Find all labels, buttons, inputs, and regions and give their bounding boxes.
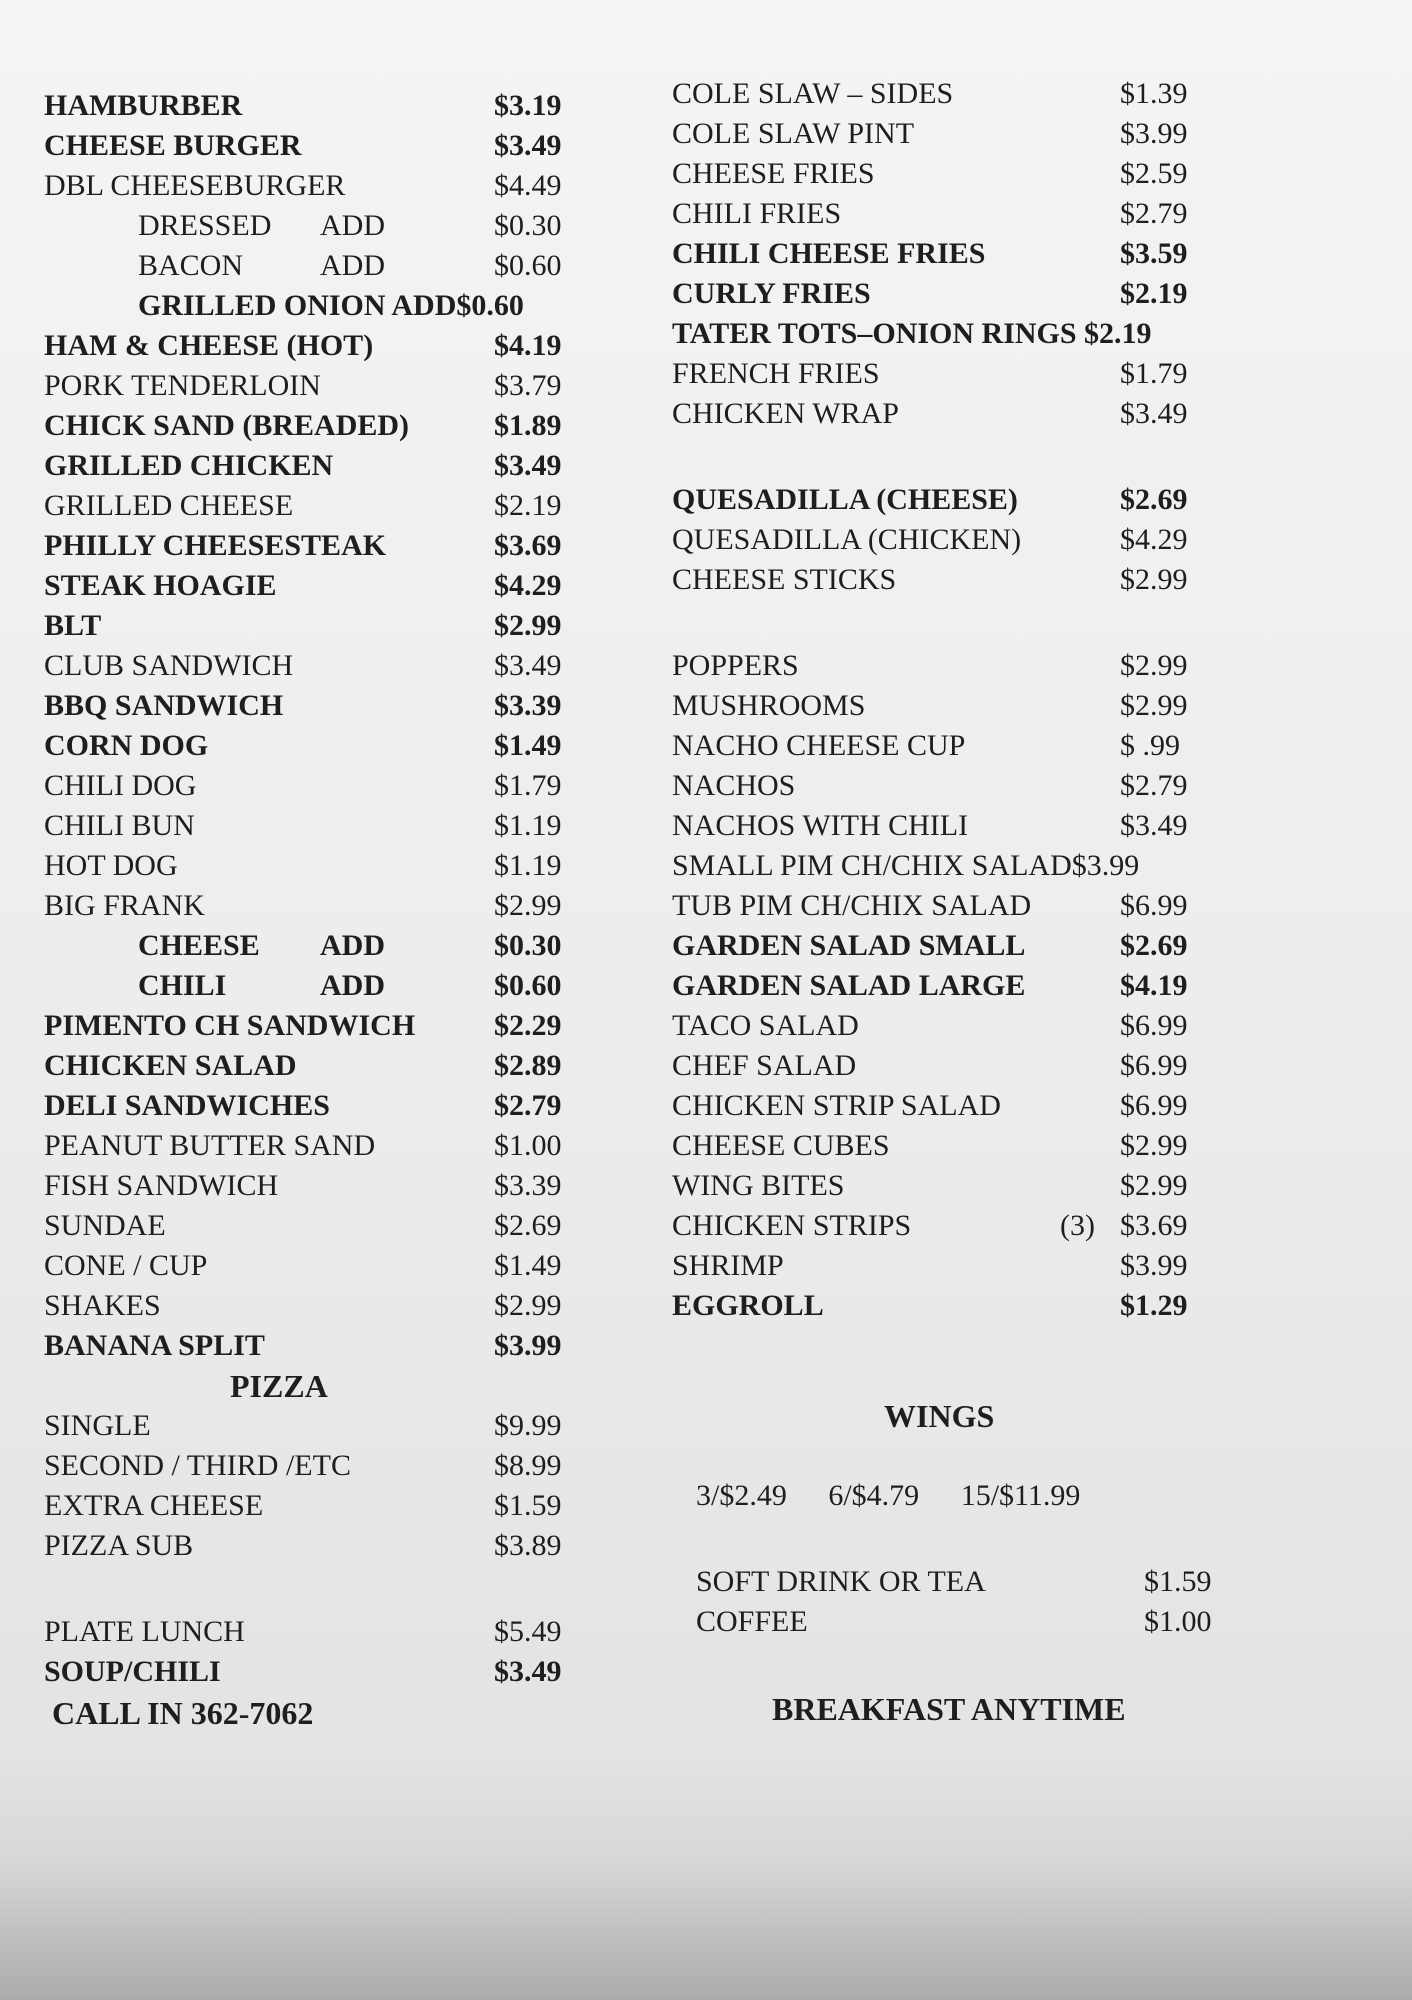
burger-addons	[44, 206, 624, 286]
menu-item-price: $2.99	[1120, 649, 1188, 682]
menu-right-column	[672, 77, 1272, 1730]
menu-item-price: $3.49	[494, 449, 562, 482]
menu-item-name: HAMBURBER	[44, 89, 243, 122]
menu-item	[44, 766, 624, 806]
menu-item-price: $1.19	[494, 849, 562, 882]
menu-item-name: TUB PIM CH/CHIX SALAD	[672, 889, 1032, 922]
addon-item	[44, 206, 624, 246]
menu-item-price: $3.39	[494, 1169, 562, 1202]
menu-item	[44, 846, 624, 886]
spacer	[44, 1566, 624, 1612]
menu-item-name: PHILLY CHEESESTEAK	[44, 529, 387, 562]
menu-item-price: $3.49	[494, 129, 562, 162]
menu-item-price: $2.19	[494, 489, 562, 522]
menu-item-name: SHRIMP	[672, 1249, 784, 1282]
menu-item	[672, 1086, 1272, 1126]
menu-item-name: FRENCH FRIES	[672, 357, 880, 390]
wings-prices	[696, 1476, 1272, 1516]
menu-item	[672, 114, 1272, 154]
menu-item	[44, 1246, 624, 1286]
menu-item-name: CHILI BUN	[44, 809, 195, 842]
menu-item-name: EXTRA CHEESE	[44, 1489, 264, 1522]
menu-item-price: $3.49	[1120, 397, 1188, 430]
addon-name: CHILI	[138, 969, 227, 1002]
menu-item-price: $1.89	[494, 409, 562, 442]
menu-item-name: SOFT DRINK OR TEA	[696, 1565, 986, 1598]
menu-item-price: $9.99	[494, 1409, 562, 1442]
menu-item	[696, 1602, 1272, 1642]
addon-name: DRESSED	[138, 209, 272, 242]
pizza-heading: PIZZA	[230, 1368, 328, 1404]
menu-item	[672, 314, 1272, 354]
menu-item-name: HAM & CHEESE (HOT)	[44, 329, 374, 362]
menu-item-name: CHICK SAND (BREADED)	[44, 409, 410, 442]
menu-item-name: NACHO CHEESE CUP	[672, 729, 966, 762]
menu-item-name: CHEESE CUBES	[672, 1129, 890, 1162]
menu-item-name: STEAK HOAGIE	[44, 569, 277, 602]
menu-item	[672, 766, 1272, 806]
menu-item-name: GRILLED CHICKEN	[44, 449, 334, 482]
menu-item-name: COLE SLAW – SIDES	[672, 77, 954, 110]
menu-item-price: $2.69	[494, 1209, 562, 1242]
addon-add-label: ADD	[320, 929, 385, 962]
menu-item-price: $3.99	[494, 1329, 562, 1362]
menu-item-name: CHICKEN SALAD	[44, 1049, 297, 1082]
menu-item-name: TACO SALAD	[672, 1009, 859, 1042]
menu-item	[672, 194, 1272, 234]
menu-item-price: $2.79	[1120, 769, 1188, 802]
menu-item-name: PEANUT BUTTER SAND	[44, 1129, 376, 1162]
menu-item-name: COFFEE	[696, 1605, 808, 1638]
menu-item-name: GRILLED CHEESE	[44, 489, 294, 522]
menu-item-name: PLATE LUNCH	[44, 1615, 245, 1648]
menu-item	[672, 74, 1272, 114]
menu-item	[672, 926, 1272, 966]
menu-item	[44, 1652, 624, 1692]
menu-item-name: CHILI CHEESE FRIES	[672, 237, 986, 270]
menu-item	[44, 646, 624, 686]
menu-item-price: $2.99	[1120, 689, 1188, 722]
menu-item-name: CORN DOG	[44, 729, 209, 762]
wings-price: 3/$2.49	[696, 1479, 787, 1512]
menu-item-name: WING BITES	[672, 1169, 845, 1202]
menu-item-price: $ .99	[1120, 729, 1180, 762]
menu-item	[44, 1526, 624, 1566]
menu-item-name: FISH SANDWICH	[44, 1169, 279, 1202]
grilled-onion-row	[44, 286, 624, 326]
menu-item-price: $2.99	[494, 609, 562, 642]
menu-item	[44, 886, 624, 926]
menu-item-price: $5.49	[494, 1615, 562, 1648]
menu-item	[672, 646, 1272, 686]
menu-item	[44, 1406, 624, 1446]
addon-price: $0.60	[494, 249, 562, 282]
spacer	[672, 1326, 1272, 1396]
menu-item-qty: (3)	[1060, 1209, 1095, 1242]
menu-item-price: $2.99	[1120, 1169, 1188, 1202]
addon-add-label: ADD	[320, 249, 385, 282]
burger-list	[44, 86, 624, 206]
menu-item	[44, 1086, 624, 1126]
spacer	[672, 600, 1272, 646]
menu-item-price: $3.49	[1120, 809, 1188, 842]
menu-item-name: CHILI FRIES	[672, 197, 842, 230]
menu-item	[672, 354, 1272, 394]
menu-item-name: SECOND / THIRD /ETC	[44, 1449, 351, 1482]
menu-item-name: QUESADILLA (CHEESE)	[672, 483, 1018, 516]
lunch-list	[44, 1612, 624, 1692]
menu-item-name: CHICKEN STRIP SALAD	[672, 1089, 1001, 1122]
menu-item-price: $3.79	[494, 369, 562, 402]
menu-item-price: $1.79	[494, 769, 562, 802]
menu-item	[672, 686, 1272, 726]
wings-price: 15/$11.99	[960, 1479, 1081, 1512]
sides-list	[672, 74, 1272, 434]
menu-item-price: $3.89	[494, 1529, 562, 1562]
spacer	[672, 1436, 1272, 1476]
menu-item-name: CHEESE FRIES	[672, 157, 875, 190]
menu-item	[672, 274, 1272, 314]
menu-item-price: $3.99	[1120, 117, 1188, 150]
menu-item-price: $2.99	[1120, 1129, 1188, 1162]
menu-item-price: $4.29	[1120, 523, 1188, 556]
menu-item	[672, 560, 1272, 600]
menu-item-price: $2.99	[494, 1289, 562, 1322]
menu-item	[672, 726, 1272, 766]
menu-item-name: PIMENTO CH SANDWICH	[44, 1009, 416, 1042]
menu-item-price: $1.49	[494, 729, 562, 762]
menu-item	[44, 126, 624, 166]
menu-item-price: $8.99	[494, 1449, 562, 1482]
menu-item-price: $1.29	[1120, 1289, 1188, 1322]
menu-item	[44, 526, 624, 566]
spacer	[672, 1642, 1272, 1688]
page-shadow	[0, 1860, 1412, 2000]
menu-item-price: $6.99	[1120, 1009, 1188, 1042]
menu-item-name: CHEESE BURGER	[44, 129, 302, 162]
menu-item-name: SOUP/CHILI	[44, 1655, 221, 1688]
deli-list	[44, 1006, 624, 1366]
menu-item-price: $6.99	[1120, 1049, 1188, 1082]
menu-item-price: $1.00	[494, 1129, 562, 1162]
addon-price: $0.30	[494, 209, 562, 242]
menu-item-price: $1.39	[1120, 77, 1188, 110]
menu-item	[44, 326, 624, 366]
menu-item-name: POPPERS	[672, 649, 799, 682]
menu-item-name: BLT	[44, 609, 102, 642]
spacer	[672, 1516, 1272, 1562]
menu-item-name: PIZZA SUB	[44, 1529, 194, 1562]
menu-item	[44, 406, 624, 446]
menu-item-price: $2.99	[494, 889, 562, 922]
menu-item-name: CHICKEN STRIPS	[672, 1209, 912, 1242]
menu-item	[672, 1046, 1272, 1086]
menu-item-name: SMALL PIM CH/CHIX SALAD$3.99	[672, 849, 1140, 882]
menu-item	[672, 520, 1272, 560]
menu-item-price: $2.89	[494, 1049, 562, 1082]
menu-item-name: CONE / CUP	[44, 1249, 208, 1282]
menu-item-name: TATER TOTS–ONION RINGS $2.19	[672, 317, 1152, 350]
menu-item-name: NACHOS WITH CHILI	[672, 809, 969, 842]
menu-item	[44, 166, 624, 206]
menu-item-price: $6.99	[1120, 1089, 1188, 1122]
menu-item	[672, 1246, 1272, 1286]
menu-item-name: CHEESE STICKS	[672, 563, 897, 596]
menu-item	[44, 366, 624, 406]
drinks-list	[696, 1562, 1272, 1642]
menu-item-price: $3.99	[1120, 1249, 1188, 1282]
menu-item-name: DBL CHEESEBURGER	[44, 169, 346, 202]
menu-item-name: PORK TENDERLOIN	[44, 369, 321, 402]
addon-add-label: ADD	[320, 969, 385, 1002]
menu-item	[44, 1006, 624, 1046]
menu-item-price: $1.19	[494, 809, 562, 842]
menu-item-name: GARDEN SALAD LARGE	[672, 969, 1026, 1002]
addon-item	[44, 246, 624, 286]
menu-item	[44, 726, 624, 766]
menu-item-price: $2.99	[1120, 563, 1188, 596]
menu-item	[672, 1206, 1272, 1246]
menu-item	[44, 446, 624, 486]
menu-item-price: $1.49	[494, 1249, 562, 1282]
menu-item	[44, 1166, 624, 1206]
menu-item-name: MUSHROOMS	[672, 689, 866, 722]
menu-item-name: QUESADILLA (CHICKEN)	[672, 523, 1022, 556]
menu-item	[44, 1126, 624, 1166]
menu-item-price: $4.29	[494, 569, 562, 602]
addon-price: $0.60	[494, 969, 562, 1002]
menu-item-name: EGGROLL	[672, 1289, 824, 1322]
addon-price: $0.30	[494, 929, 562, 962]
addon-add-label: ADD	[320, 209, 385, 242]
menu-item-name: GARDEN SALAD SMALL	[672, 929, 1026, 962]
menu-item-price: $2.69	[1120, 929, 1188, 962]
menu-item-name: SINGLE	[44, 1409, 151, 1442]
menu-item-price: $2.59	[1120, 157, 1188, 190]
menu-item-price: $4.49	[494, 169, 562, 202]
menu-item	[696, 1562, 1272, 1602]
spacer	[672, 434, 1272, 480]
menu-item-price: $4.19	[1120, 969, 1188, 1002]
menu-item-price: $2.79	[1120, 197, 1188, 230]
menu-item-name: CLUB SANDWICH	[44, 649, 294, 682]
call-in-text: CALL IN 362-7062	[52, 1695, 314, 1731]
menu-item-name: HOT DOG	[44, 849, 178, 882]
menu-item	[44, 566, 624, 606]
menu-item	[672, 1286, 1272, 1326]
menu-item	[44, 1486, 624, 1526]
menu-item-name: CHEF SALAD	[672, 1049, 857, 1082]
menu-item-price: $3.19	[494, 89, 562, 122]
addon-name: CHEESE	[138, 929, 260, 962]
wings-price: 6/$4.79	[828, 1479, 920, 1512]
menu-item-name: CHILI DOG	[44, 769, 197, 802]
menu-item-price: $2.29	[494, 1009, 562, 1042]
menu-left-column	[44, 86, 624, 1734]
menu-item-price: $2.79	[494, 1089, 562, 1122]
menu-item	[672, 846, 1272, 886]
menu-item-price: $6.99	[1120, 889, 1188, 922]
menu-item-price: $3.49	[494, 1655, 562, 1688]
menu-item-price: $4.19	[494, 329, 562, 362]
addon-name: BACON	[138, 249, 244, 282]
menu-item	[44, 1286, 624, 1326]
menu-item-price: $1.59	[494, 1489, 562, 1522]
menu-item-name: BBQ SANDWICH	[44, 689, 284, 722]
menu-item-name: CHICKEN WRAP	[672, 397, 899, 430]
menu-item	[672, 1166, 1272, 1206]
addon-item	[44, 966, 624, 1006]
menu-item	[672, 234, 1272, 274]
menu-item	[44, 1206, 624, 1246]
menu-item-price: $3.59	[1120, 237, 1188, 270]
menu-item-price: $3.49	[494, 649, 562, 682]
menu-item-name: CURLY FRIES	[672, 277, 871, 310]
breakfast-anytime-text: BREAKFAST ANYTIME	[772, 1691, 1126, 1727]
pizza-list	[44, 1406, 624, 1566]
frank-addons	[44, 926, 624, 1006]
menu-item-price: $1.00	[1144, 1605, 1212, 1638]
menu-item	[44, 806, 624, 846]
menu-item	[44, 1446, 624, 1486]
menu-item	[672, 394, 1272, 434]
menu-item-price: $3.69	[1120, 1209, 1188, 1242]
sandwich-list	[44, 326, 624, 926]
menu-item	[44, 1612, 624, 1652]
menu-item-name: NACHOS	[672, 769, 796, 802]
menu-item	[44, 1046, 624, 1086]
menu-item-name: SHAKES	[44, 1289, 161, 1322]
menu-item	[672, 480, 1272, 520]
quesadilla-list	[672, 480, 1272, 600]
menu-item	[672, 154, 1272, 194]
menu-item	[44, 486, 624, 526]
menu-item-price: $1.59	[1144, 1565, 1212, 1598]
menu-item	[672, 1006, 1272, 1046]
menu-item	[672, 806, 1272, 846]
menu-item-price: $3.39	[494, 689, 562, 722]
appetizer-list	[672, 646, 1272, 1326]
addon-item	[44, 926, 624, 966]
menu-item	[44, 606, 624, 646]
menu-item	[44, 686, 624, 726]
menu-item	[672, 1126, 1272, 1166]
menu-item-name: BANANA SPLIT	[44, 1329, 265, 1362]
menu-item-price: $2.69	[1120, 483, 1188, 516]
menu-item	[44, 86, 624, 126]
menu-item-price: $3.69	[494, 529, 562, 562]
menu-item-name: GRILLED ONION ADD$0.60	[138, 289, 524, 322]
menu-item-price: $2.19	[1120, 277, 1188, 310]
wings-heading: WINGS	[884, 1398, 995, 1434]
menu-item-name: SUNDAE	[44, 1209, 166, 1242]
menu-item	[672, 966, 1272, 1006]
menu-item	[672, 886, 1272, 926]
menu-item-name: DELI SANDWICHES	[44, 1089, 330, 1122]
menu-item-name: COLE SLAW PINT	[672, 117, 915, 150]
menu-item	[44, 1326, 624, 1366]
menu-item-name: BIG FRANK	[44, 889, 205, 922]
menu-item-price: $1.79	[1120, 357, 1188, 390]
